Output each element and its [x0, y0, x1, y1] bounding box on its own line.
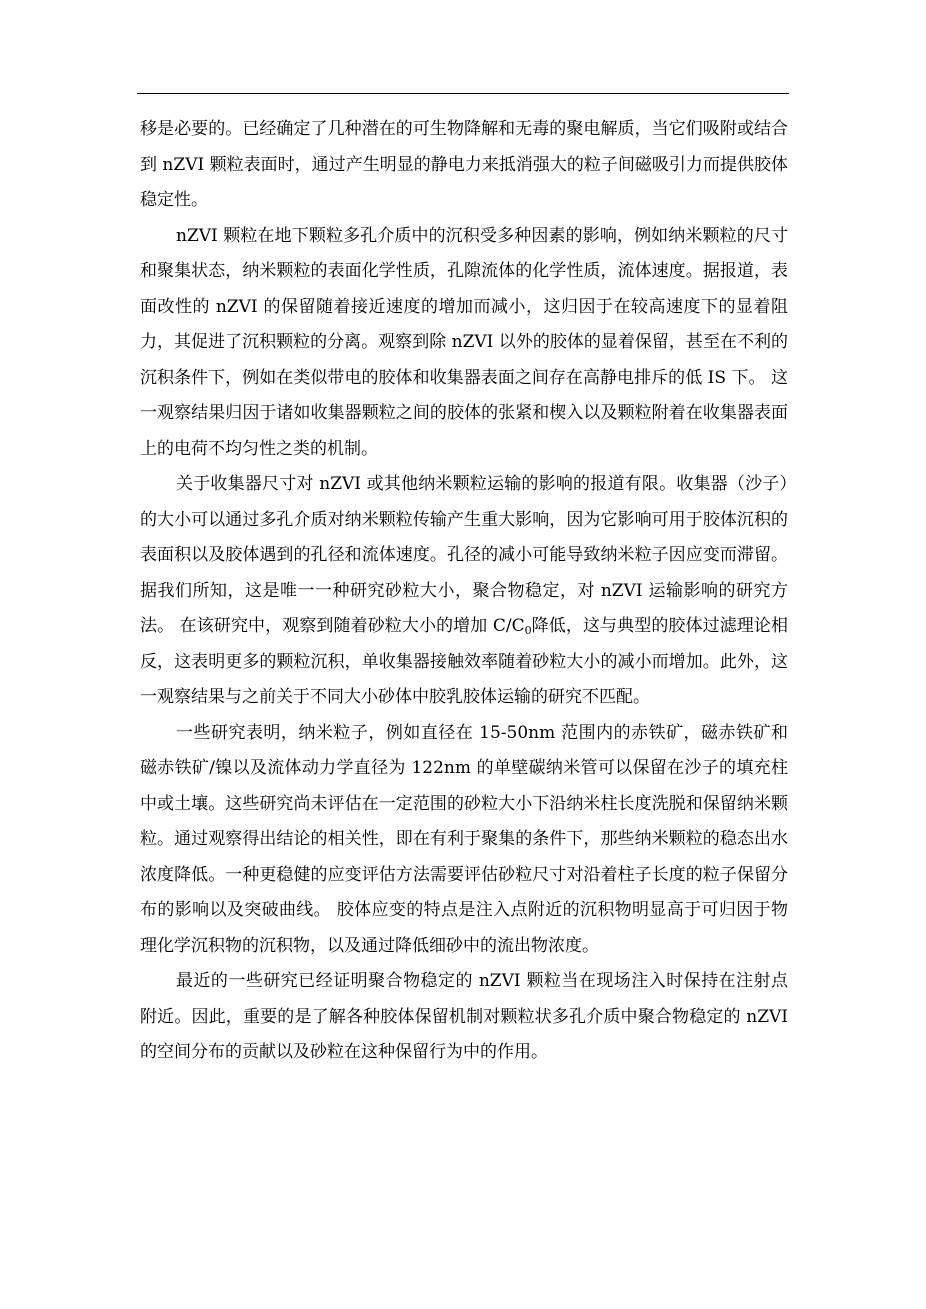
paragraph-2: nZVI 颗粒在地下颗粒多孔介质中的沉积受多种因素的影响，例如纳米颗粒的尺寸和聚集状态，纳米颗粒的表面化学性质，孔隙流体的化学性质，流体速度。据报道，表面改性的 nZVI 的保留随着接近速度的增加而减小，这归因于在较高速度下的显着阻力，其促进了沉积颗粒的分离。观察到除 nZVI 以外的胶体的显着保留，甚至在不利的沉积条件下，例如在类似带电的胶体和收集器表面之间存在高静电排斥的低 IS 下。 这一观察结果归因于诸如收集器颗粒之间的胶体的张紧和楔入以及颗粒附着在收集器表面上的电荷不均匀性之类的机制。 — [140, 225, 788, 459]
paragraph-3-subscript: 0 — [524, 624, 532, 637]
paragraph-3-text-after: 降低，这与典型的胶体过滤理论相反，这表明更多的颗粒沉积，单收集器接触效率随着砂粒大小的减小而增加。此外，这一观察结果与之前关于不同大小砂体中胶乳胶体运输的研究不匹配。 — [140, 616, 788, 707]
header-rule — [137, 93, 789, 94]
paragraph-4: 一些研究表明，纳米粒子，例如直径在 15-50nm 范围内的赤铁矿，磁赤铁矿和磁赤铁矿/镍以及流体动力学直径为 122nm 的单壁碳纳米管可以保留在沙子的填充柱中或土壤。这些研究尚未评估在一定范围的砂粒大小下沿纳米柱长度洗脱和保留纳米颗粒。通过观察得出结论的相关性，即在有利于聚集的条件下，那些纳米颗粒的稳态出水浓度降低。一种更稳健的应变评估方法需要评估砂粒尺寸对沿着柱子长度的粒子保留分布的影响以及突破曲线。 胶体应变的特点是注入点附近的沉积物明显高于可归因于物理化学沉积物的沉积物，以及通过降低细砂中的流出物浓度。 — [140, 722, 788, 956]
paragraph-3-text-before: 关于收集器尺寸对 nZVI 或其他纳米颗粒运输的影响的报道有限。收集器（沙子）的大小可以通过多孔介质对纳米颗粒传输产生重大影响，因为它影响可用于胶体沉积的表面积以及胶体遇到的孔径和流体速度。孔径的减小可能导致纳米粒子因应变而滞留。据我们所知，这是唯一一种研究砂粒大小，聚合物稳定，对 nZVI 运输影响的研究方法。 在该研究中，观察到随着砂粒大小的增加 C/C — [140, 474, 788, 636]
paragraph-5: 最近的一些研究已经证明聚合物稳定的 nZVI 颗粒当在现场注入时保持在注射点附近。因此，重要的是了解各种胶体保留机制对颗粒状多孔介质中聚合物稳定的 nZVI 的空间分布的贡献以及砂粒在这种保留行为中的作用。 — [140, 971, 788, 1062]
body-text — [140, 112, 788, 1071]
paragraph-1: 移是必要的。已经确定了几种潜在的可生物降解和无毒的聚电解质，当它们吸附或结合到 nZVI 颗粒表面时，通过产生明显的静电力来抵消强大的粒子间磁吸引力而提供胶体稳定性。 — [140, 119, 788, 210]
paragraph-3 — [140, 467, 788, 716]
